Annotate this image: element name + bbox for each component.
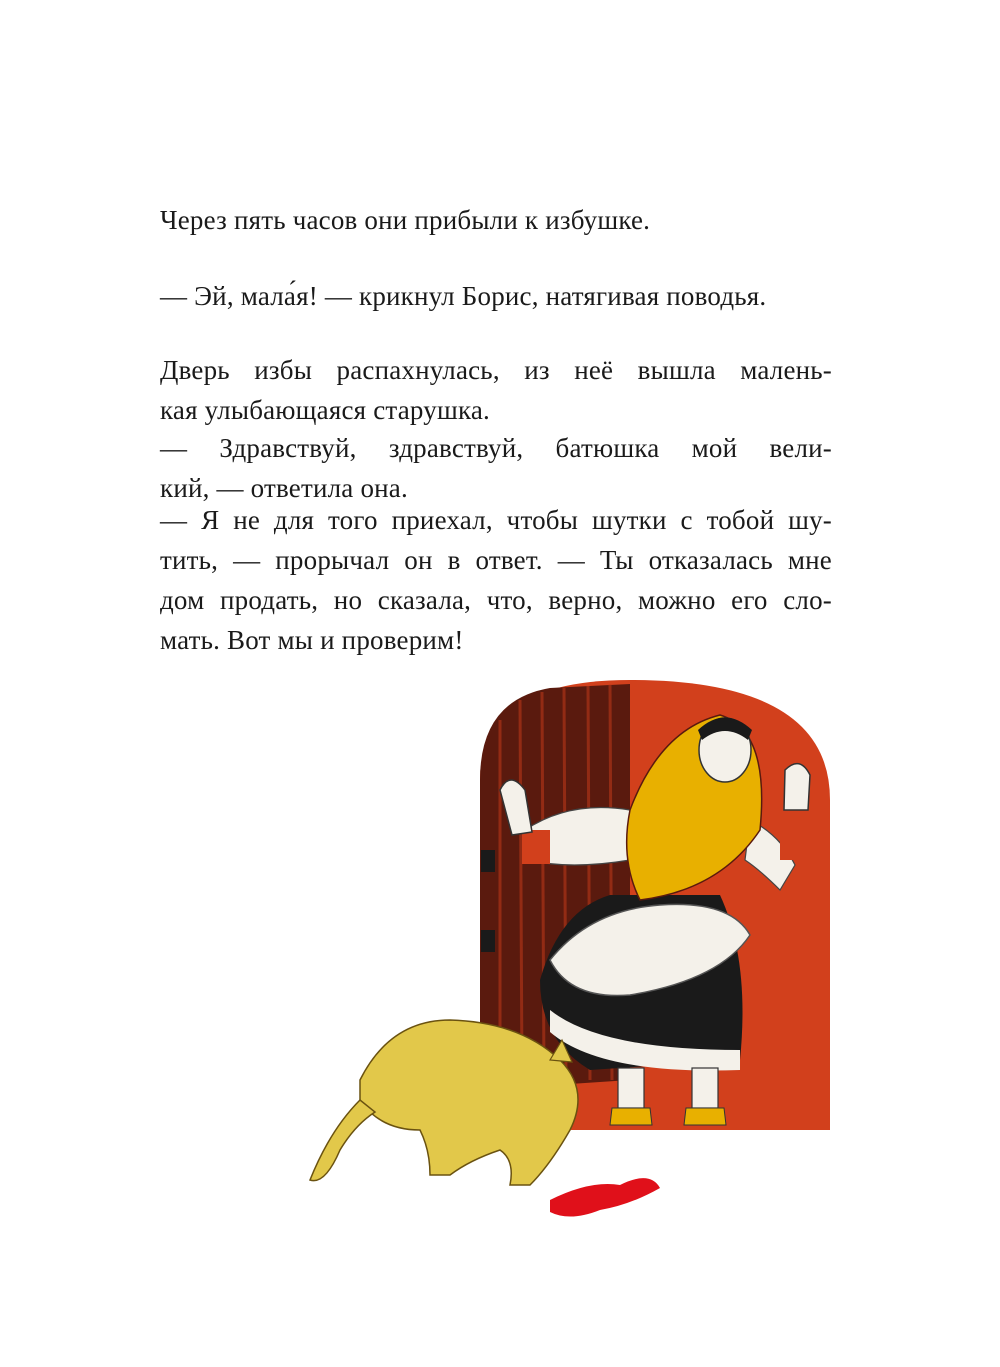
paragraph-4-line-1: — Здравствуй, здравствуй, батюшка мой вели- <box>160 433 832 463</box>
paragraph-1-line: Через пять часов они прибыли к избушке. <box>160 205 651 235</box>
paragraph-4-line-2: кий, — ответила она. <box>160 473 408 503</box>
illustration <box>300 660 840 1240</box>
paragraph-5 <box>160 500 832 660</box>
paragraph-5-line-3: дом продать, но сказала, что, верно, можно его сло- <box>160 585 832 615</box>
paragraph-5-line-2: тить, — прорычал он в ответ. — Ты отказалась мне <box>160 545 832 575</box>
red-cloth <box>550 1178 660 1216</box>
paragraph-4 <box>160 428 832 508</box>
paragraph-2 <box>160 276 832 316</box>
paragraph-3 <box>160 350 832 430</box>
cat-figure <box>310 1020 578 1185</box>
paragraph-1 <box>160 200 832 240</box>
paragraph-5-line-1: — Я не для того приехал, чтобы шутки с тобой шу- <box>160 505 832 535</box>
paragraph-2-line: — Эй, мала́я! — крикнул Борис, натягивая поводья. <box>160 281 767 311</box>
paragraph-5-line-4: мать. Вот мы и проверим! <box>160 625 464 655</box>
paragraph-3-line-2: кая улыбающаяся старушка. <box>160 395 491 425</box>
paragraph-3-line-1: Дверь избы распахнулась, из неё вышла малень- <box>160 355 832 385</box>
